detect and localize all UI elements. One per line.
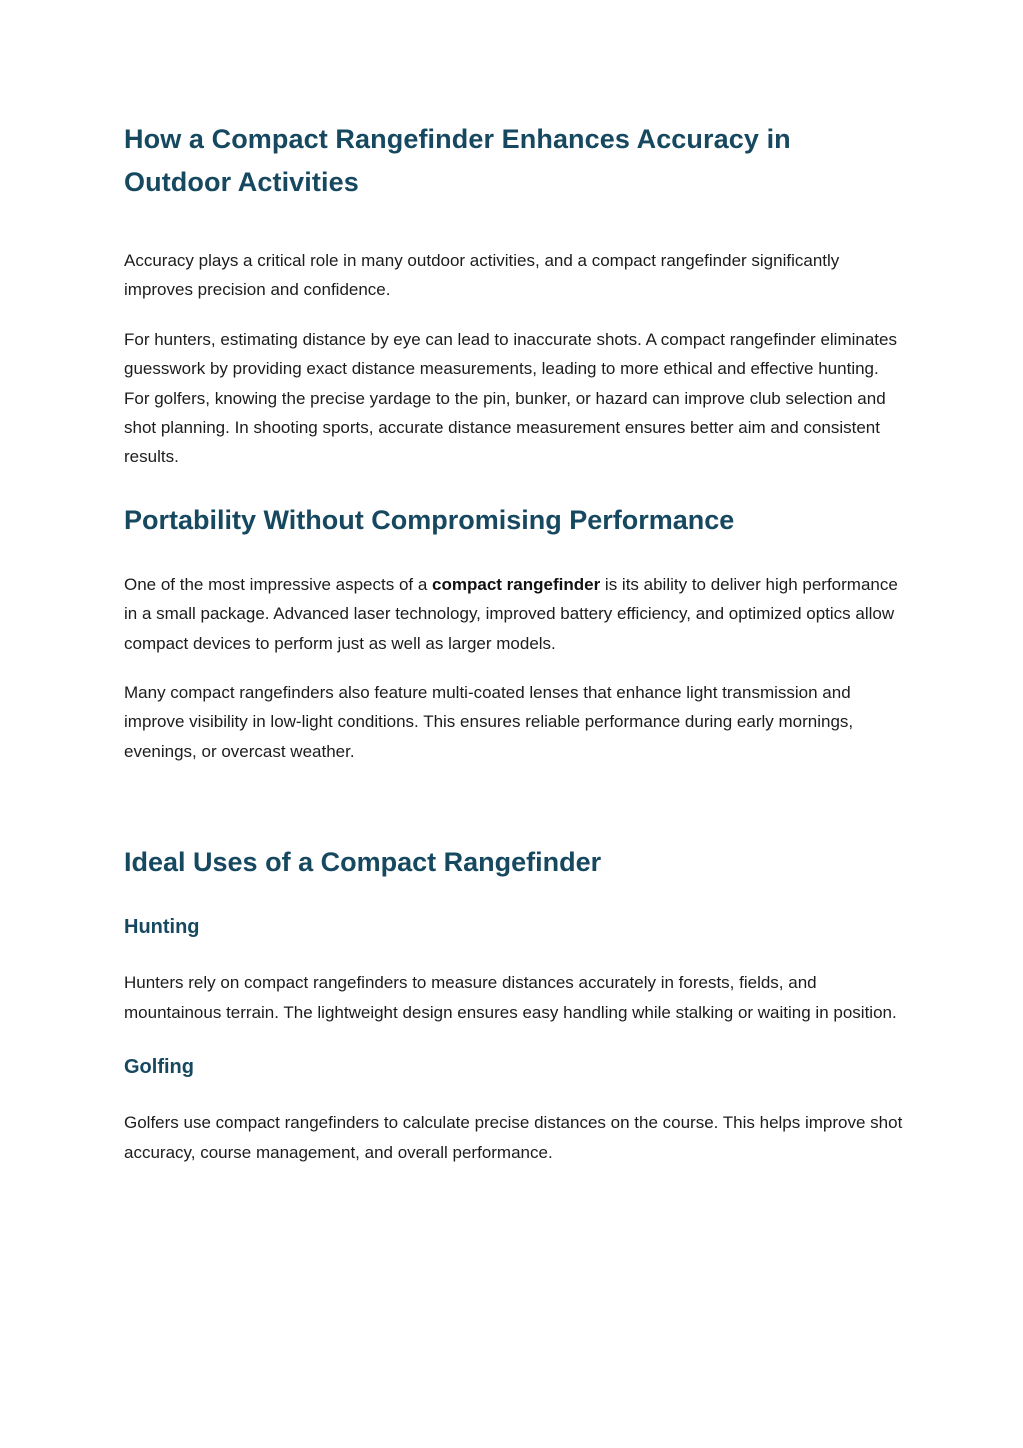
page-title: How a Compact Rangefinder Enhances Accuracy in Outdoor Activities [124,124,791,197]
portability-p1-end: is its ability to deliver high performance in a small package. Advanced laser technology, improved battery efficiency, and optimized optics allow compact devices to perform just as well as larger models. [124,574,898,653]
portability-paragraph-2: Many compact rangefinders also feature multi-coated lenses that enhance light transmission and improve visibility in low-light conditions. This ensures reliable performance during early mornings, evenings, or overcast weather. [124,683,854,761]
intro-paragraph-1: Accuracy plays a critical role in many outdoor activities, and a compact rangefinder significantly improves precision and confidence. [124,251,840,300]
golfing-heading: Golfing [124,1056,194,1079]
hunting-paragraph: Hunters rely on compact rangefinders to measure distances accurately in forests, fields, and mountainous terrain. The lightweight design ensures easy handling while stalking or waiting in position. [124,973,897,1022]
portability-p1-start: One of the most impressive aspects of a [124,574,433,594]
intro-paragraph-2: For hunters, estimating distance by eye can lead to inaccurate shots. A compact rangefinder eliminates guesswork by providing exact distance measurements, leading to more ethical and effective hunting. For golfers, knowing the precise yardage to the pin, bunker, or hazard can improve club selection and shot planning. In shooting sports, accurate distance measurement ensures better aim and consistent results. [124,329,897,467]
golfing-paragraph: Golfers use compact rangefinders to calculate precise distances on the course. This helps improve shot accuracy, course management, and overall performance. [124,1113,903,1162]
uses-heading: Ideal Uses of a Compact Rangefinder [124,847,602,878]
compact-rangefinder-bold: compact rangefinder [432,574,601,594]
portability-heading: Portability Without Compromising Performance [124,504,735,535]
hunting-heading: Hunting [124,916,200,939]
portability-paragraph-1 [124,570,904,658]
document-page [124,118,904,1167]
